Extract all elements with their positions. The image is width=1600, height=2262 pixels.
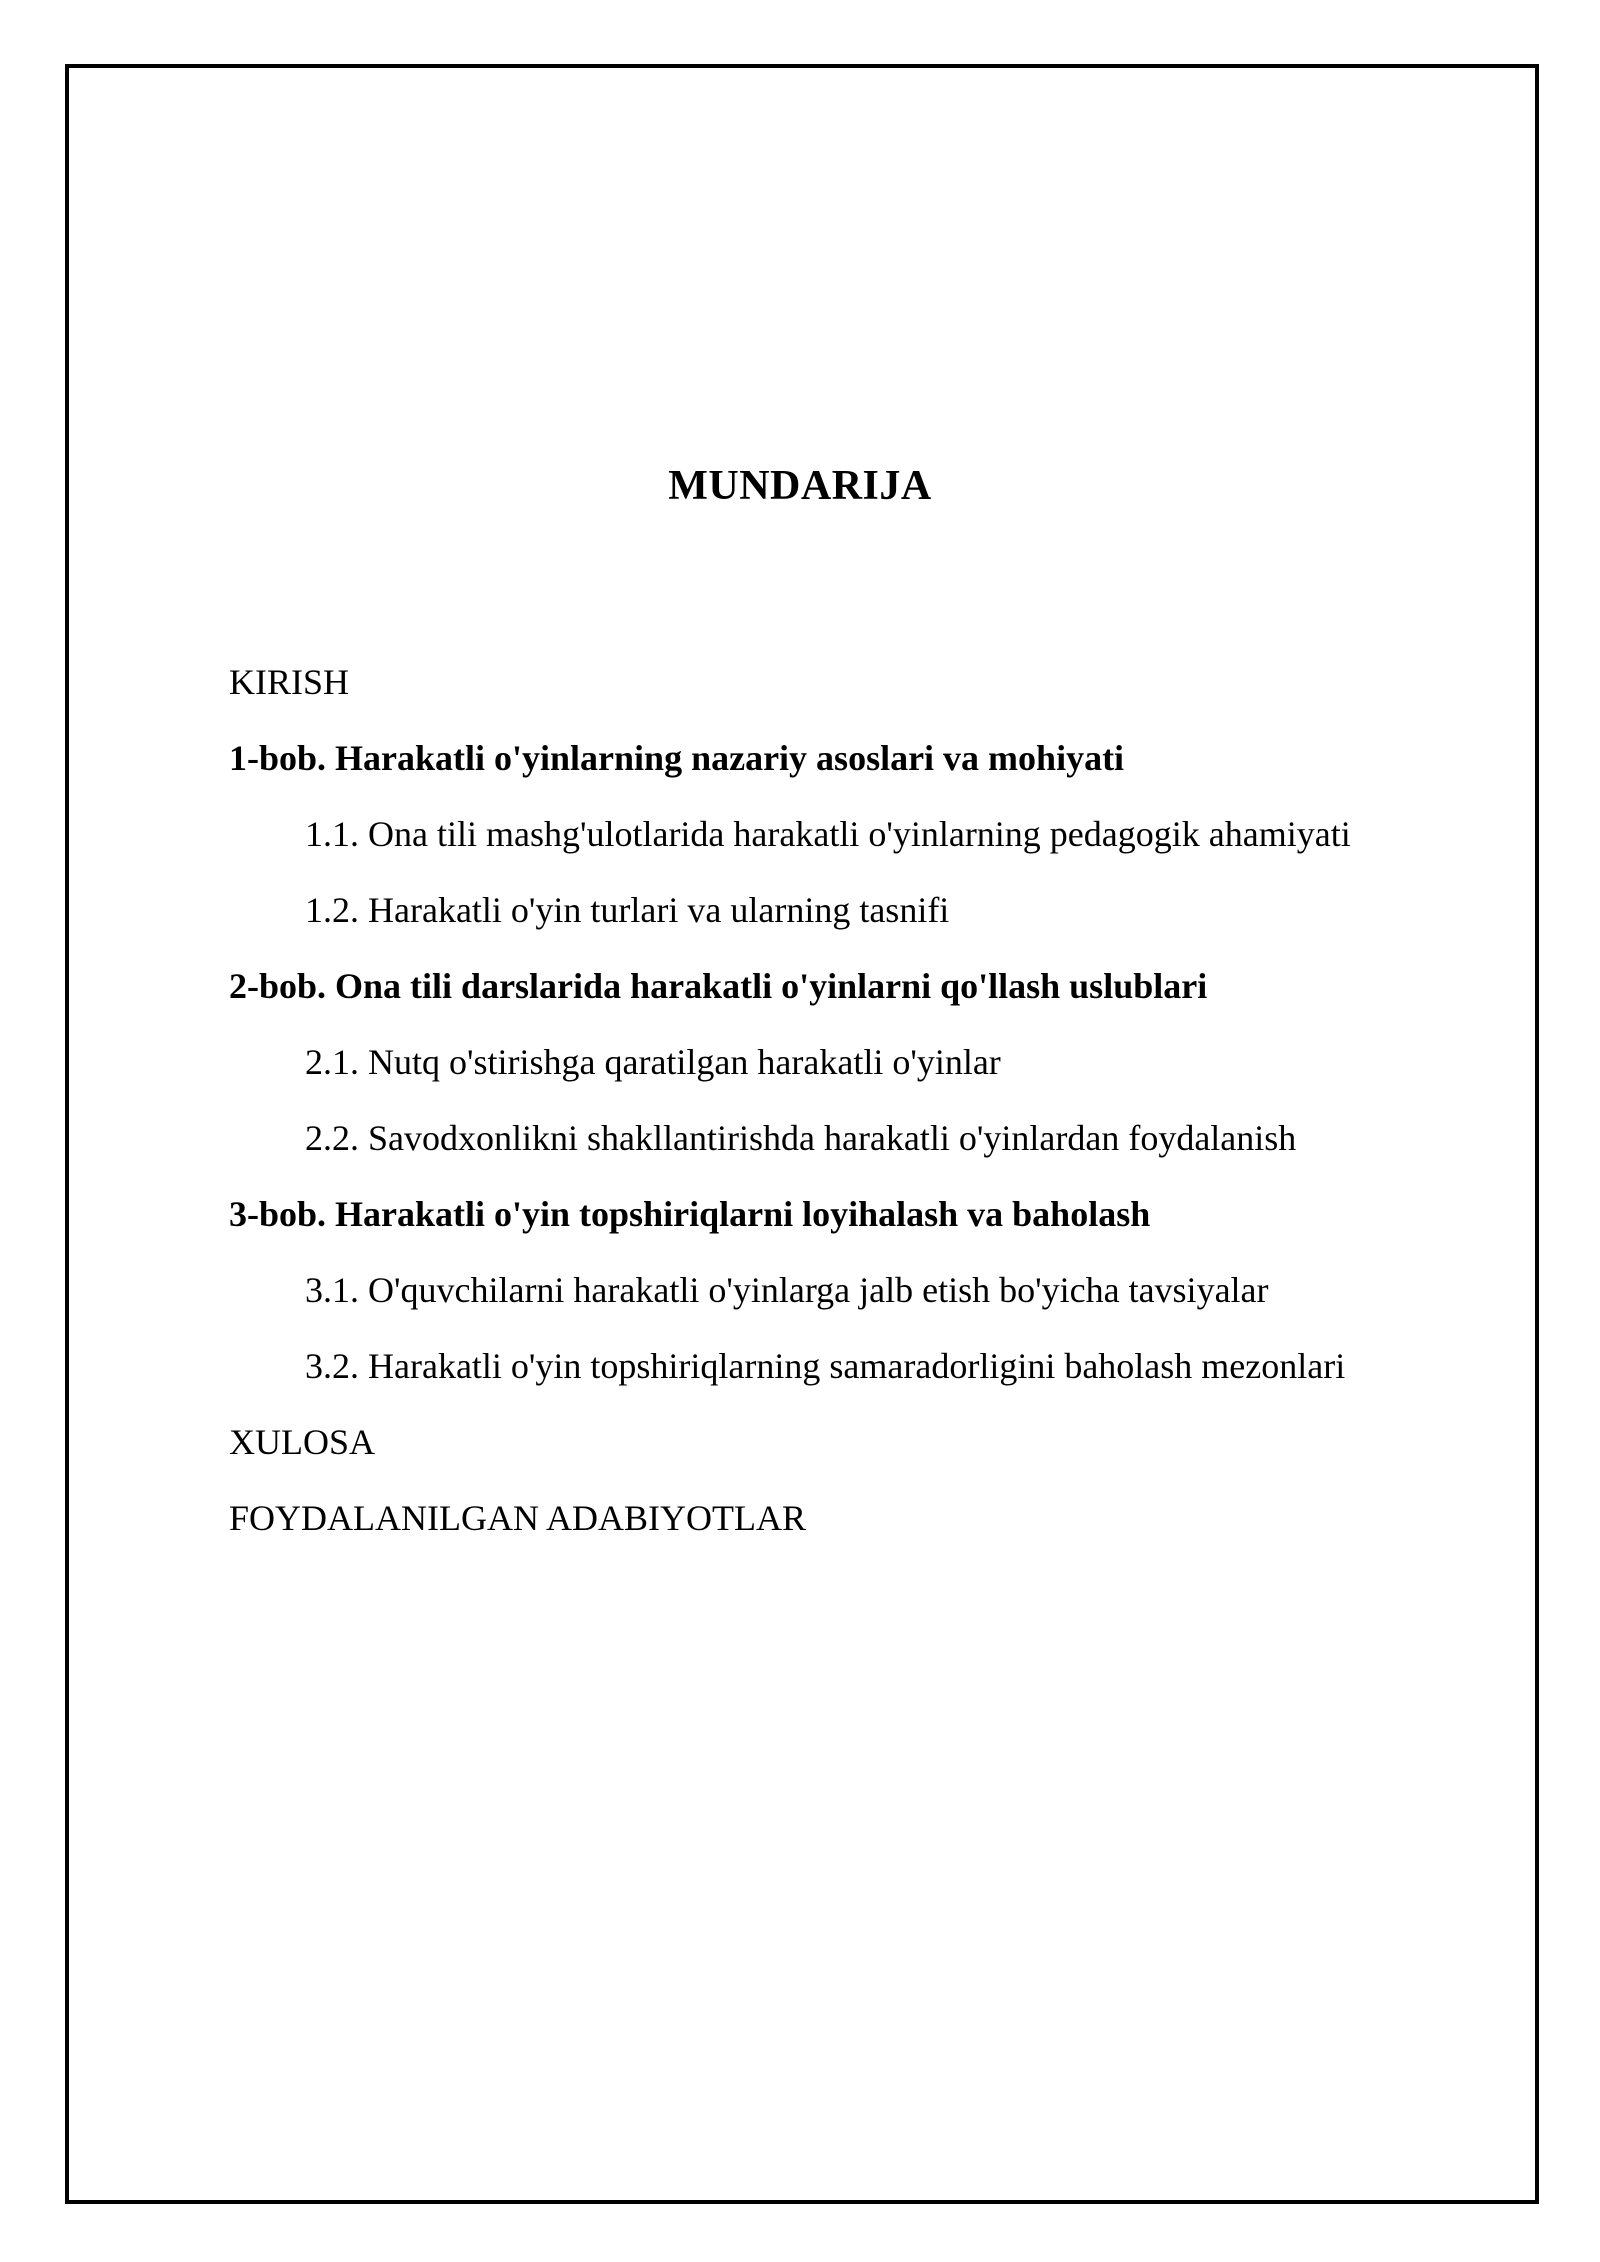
toc-entry-references: FOYDALANILGAN ADABIYOTLAR [229, 1498, 806, 1538]
toc-entry-chapter-1: 1-bob. Harakatli o'yinlarning nazariy asoslari va mohiyati [229, 738, 1125, 778]
toc-entry-section-3-1: 3.1. O'quvchilarni harakatli o'yinlarga jalb etish bo'yicha tavsiyalar [305, 1270, 1269, 1310]
toc-entry-conclusion: XULOSA [229, 1422, 376, 1462]
toc-entry-section-2-1: 2.1. Nutq o'stirishga qaratilgan harakatli o'yinlar [305, 1042, 1001, 1082]
page-title: MUNDARIJA [668, 463, 932, 509]
toc-entry-chapter-2: 2-bob. Ona tili darslarida harakatli o'yinlarni qo'llash uslublari [229, 966, 1208, 1006]
toc-entry-section-2-2: 2.2. Savodxonlikni shakllantirishda harakatli o'yinlardan foydalanish [305, 1118, 1297, 1158]
toc-entry-section-3-2: 3.2. Harakatli o'yin topshiriqlarning samaradorligini baholash mezonlari [305, 1346, 1346, 1386]
table-of-contents [229, 644, 1459, 1556]
toc-entry-chapter-3: 3-bob. Harakatli o'yin topshiriqlarni loyihalash va baholash [229, 1194, 1151, 1234]
toc-entry-section-1-2: 1.2. Harakatli o'yin turlari va ularning tasnifi [305, 890, 950, 930]
toc-entry-introduction: KIRISH [229, 662, 350, 702]
toc-entry-section-1-1: 1.1. Ona tili mashg'ulotlarida harakatli o'yinlarning pedagogik ahamiyati [305, 814, 1351, 854]
